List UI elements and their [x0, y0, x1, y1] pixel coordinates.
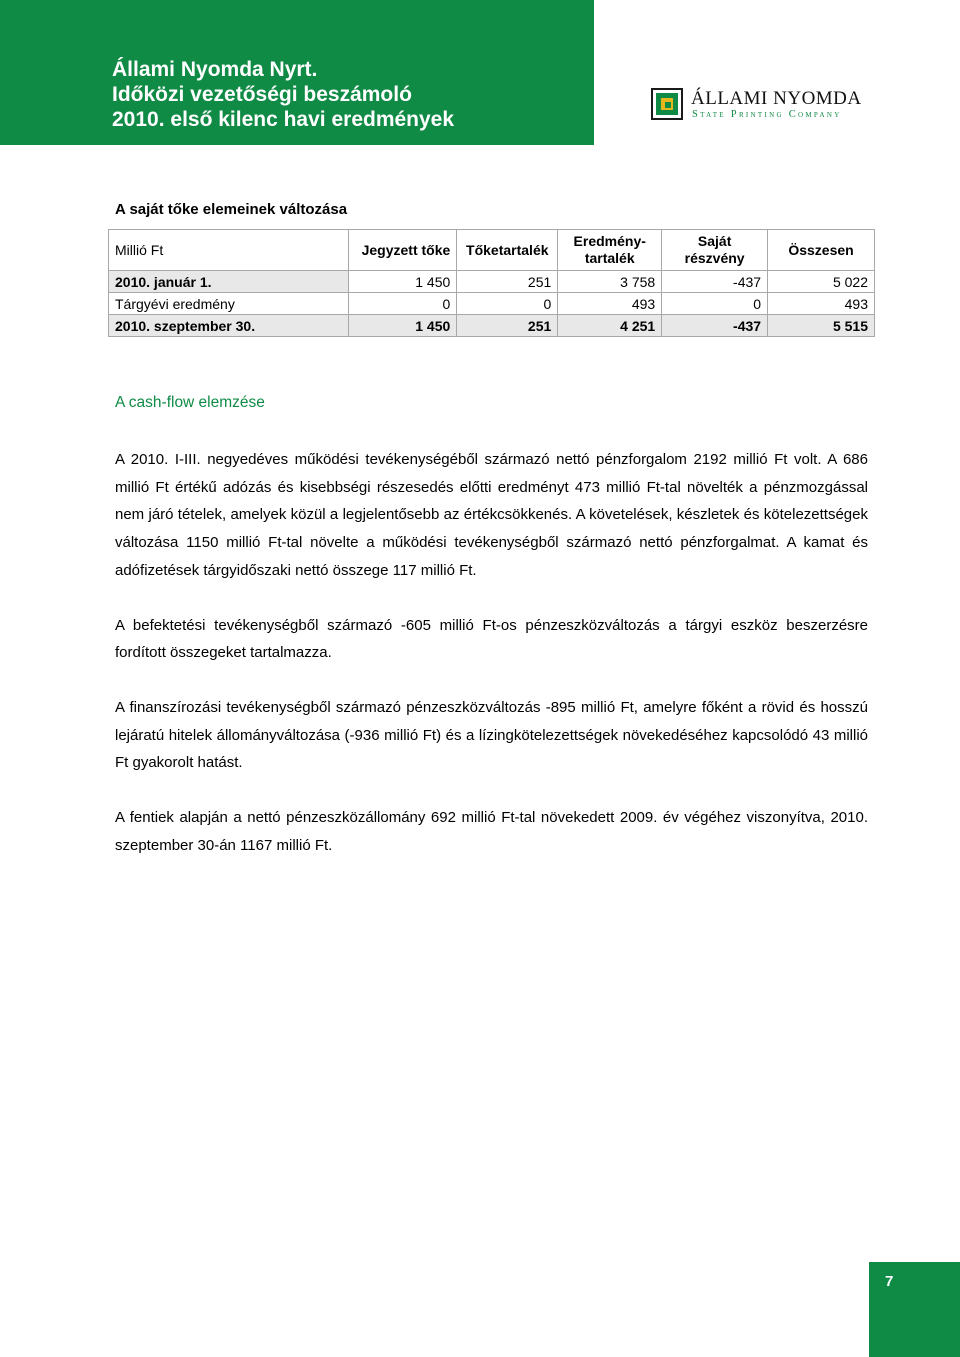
- row-label: Tárgyévi eredmény: [109, 293, 349, 315]
- cell-value: 0: [457, 293, 558, 315]
- paragraph: A 2010. I-III. negyedéves működési tevékenységéből származó nettó pénzforgalom 2192 millió Ft volt. A 686 millió Ft értékű adózás és kisebbségi részesedés előtti eredményt 473 millió Ft-tal növelték a pénzmozgással nem járó tételek, amelyek közül a legjelentősebb az értékcsökkenés. A követelések, készletek és kötelezettségek változása 1150 millió Ft-tal növelte a működési tevékenységből származó nettó pénzforgalmat. A kamat és adófizetések tárgyidőszaki nettó összege 117 millió Ft.: [115, 451, 868, 579]
- cell-value: -437: [662, 315, 768, 337]
- document-title: [112, 57, 454, 132]
- cell-value: 0: [349, 293, 457, 315]
- table-row: [109, 293, 875, 315]
- logo-mark-icon: [651, 88, 683, 120]
- paragraph: A finanszírozási tevékenységből származó pénzeszközváltozás -895 millió Ft, amelyre főként a rövid és hosszú lejáratú hitelek állományváltozása (-936 millió Ft) és a lízingkötelezettségek növekedéséhez kapcsolódó 43 millió Ft gyakorolt hatást.: [115, 698, 868, 772]
- cashflow-heading: A cash-flow elemzése: [115, 394, 265, 411]
- cell-value: 493: [558, 293, 662, 315]
- logo-subtitle: State Printing Company: [692, 109, 842, 120]
- row-label: 2010. január 1.: [109, 271, 349, 293]
- cell-value: 1 450: [349, 315, 457, 337]
- table-header-row: [109, 230, 875, 271]
- company-logo: [651, 88, 861, 122]
- title-line-report: Időközi vezetőségi beszámoló: [112, 83, 412, 106]
- cell-value: 493: [768, 293, 875, 315]
- equity-section-heading: A saját tőke elemeinek változása: [115, 201, 348, 218]
- col-header-unit: Millió Ft: [109, 230, 349, 271]
- cell-value: 0: [662, 293, 768, 315]
- paragraph: A befektetési tevékenységből származó -605 millió Ft-os pénzeszközváltozás a tárgyi eszköz beszerzésre fordított összegeket tartalmazza.: [115, 616, 868, 662]
- paragraph: A fentiek alapján a nettó pénzeszközállomány 692 millió Ft-tal növekedett 2009. év végéhez viszonyítva, 2010. szeptember 30-án 1167 millió Ft.: [115, 809, 868, 854]
- col-header-capital-reserve: Tőketartalék: [457, 230, 558, 271]
- col-header-total: Összesen: [768, 230, 875, 271]
- cashflow-body: [115, 446, 868, 886]
- table-row: [109, 315, 875, 337]
- page-number: 7: [885, 1273, 894, 1290]
- cell-value: 251: [457, 315, 558, 337]
- col-header-treasury-shares: Saját részvény: [662, 230, 768, 271]
- cell-value: 5 515: [768, 315, 875, 337]
- cell-value: -437: [662, 271, 768, 293]
- col-header-share-capital: Jegyzett tőke: [349, 230, 457, 271]
- title-line-company: Állami Nyomda Nyrt.: [112, 58, 318, 81]
- page-number-box: [869, 1262, 960, 1357]
- row-label: 2010. szeptember 30.: [109, 315, 349, 337]
- title-line-period: 2010. első kilenc havi eredmények: [112, 108, 455, 131]
- cell-value: 1 450: [349, 271, 457, 293]
- cell-value: 251: [457, 271, 558, 293]
- cell-value: 3 758: [558, 271, 662, 293]
- cell-value: 5 022: [768, 271, 875, 293]
- cell-value: 4 251: [558, 315, 662, 337]
- col-header-retained-earnings: Eredmény- tartalék: [558, 230, 662, 271]
- equity-changes-table: [108, 229, 875, 337]
- table-row: [109, 271, 875, 293]
- logo-name: ÁLLAMI NYOMDA: [691, 88, 862, 109]
